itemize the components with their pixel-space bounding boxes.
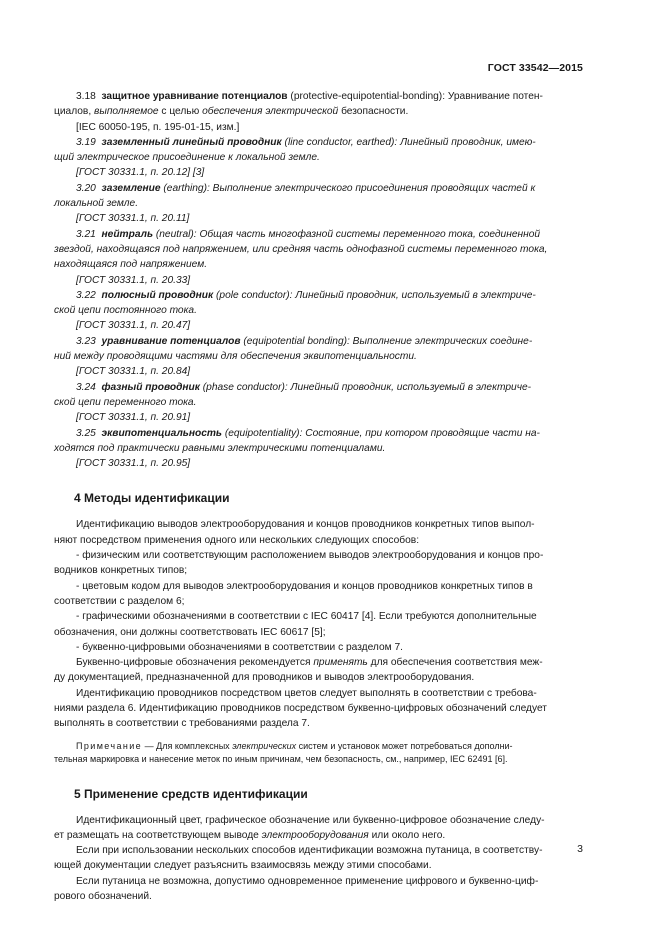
term-entry: 3.21 нейтраль (neutral): Общая часть многофазной системы переменного тока, соединенной звездой, находящаяся под напряжением, или средняя часть однофазной системы переменного тока, находящаяся под напряжением. [ГОСТ 30331.1, п. 20.33] bbox=[76, 227, 583, 288]
page-number: 3 bbox=[577, 843, 583, 855]
term-entry: 3.18 защитное уравнивание потенциалов (protective-equipotential-bonding): Уравнивание потен- циалов, выполняемое с целью обеспечения электрической безопасности. [IEC 60050-195, п. 195-01-15, изм.] bbox=[76, 89, 583, 135]
term-number: 3.24 bbox=[76, 381, 96, 393]
term-entry: 3.25 эквипотенциальность (equipotentiality): Состояние, при котором проводящие части на- ходятся под практически равными электрическими потенциалами. [ГОСТ 30331.1, п. 20.95] bbox=[76, 426, 583, 472]
section-4-heading: 4 Методы идентификации bbox=[74, 491, 230, 506]
term-reference: [ГОСТ 30331.1, п. 20.95] bbox=[76, 458, 191, 470]
term-number: 3.19 bbox=[76, 136, 96, 148]
term-name: заземленный линейный проводник bbox=[101, 136, 282, 148]
note-block: Примечание — Для комплексных электрических систем и установок может потребоваться дополни- тельная маркировка и нанесение меток по иным причинам, чем безопасность, см., например, IEC 62491 [6]. bbox=[54, 740, 513, 765]
term-name: нейтраль bbox=[101, 228, 153, 240]
section-5-heading: 5 Применение средств идентификации bbox=[74, 786, 308, 801]
term-entry: 3.22 полюсный проводник (pole conductor): Линейный проводник, используемый в электриче- ской цепи постоянного тока. [ГОСТ 30331.1, п. 20.47] bbox=[76, 288, 583, 334]
term-reference: [ГОСТ 30331.1, п. 20.47] bbox=[76, 320, 191, 332]
term-reference: [ГОСТ 30331.1, п. 20.33] bbox=[76, 274, 191, 286]
term-definition: (protective-equipotential-bonding): Уравнивание потен- bbox=[290, 91, 543, 102]
list-item: - физическим или соответствующим расположением выводов электрооборудования и концов про- bbox=[76, 550, 544, 562]
section-5-body: Идентификационный цвет, графическое обозначение или буквенно-цифровое обозначение следу- ет размещать на соответствующем выводе электрооборудования или около него. Если при использовании нескольких способов идентификации возможна путаница, в соответству- ющей документации следует разъяснить взаимосвязь между этими способами. Если путаница не возможна, допустимо одновременное применение цифрового и буквенно-циф- рового обозначений. bbox=[54, 814, 545, 903]
term-reference: [ГОСТ 30331.1, п. 20.11] bbox=[76, 213, 190, 225]
list-item: - цветовым кодом для выводов электрооборудования и концов проводников конкретных типов в bbox=[76, 580, 533, 592]
section-4-body: Идентификацию выводов электрооборудования и концов проводников конкретных типов выпол- няют посредством применения одного или нескольких следующих способов: - физическим или соответствующим расположением выводов электрооборудования и концов про- водников конкретных типов; - цветовым кодом для выводов электрооборудования и концов проводников конкретных типов в соответствии с разделом 6; - графическими обозначениями в соответствии с IEC 60417 [4]. Если требуются дополнительные обозначения, они должны соответствовать IEC 60617 [5]; - буквенно-цифровыми обозначениями в соответствии с разделом 7. Буквенно-цифровые обозначения рекомендуется применять для обеспечения соответствия меж- ду документацией, предназначенной для проводников и выводов электрооборудования. Идентификацию проводников посредством цветов следует выполнять в соответствии с требова- ниями раздела 6. Идентификацию проводников посредством буквенно-цифровых обозначений следует выполнять в соответствии с требованиями раздела 7. Примечание — Для комплексных электрических систем и установок может потребоваться дополни- тельная маркировка и нанесение меток по иным причинам, чем безопасность, см., например, IEC 62491 [6]. bbox=[76, 517, 583, 766]
term-entry: 3.23 уравнивание потенциалов (equipotential bonding): Выполнение электрических соедине- ний между проводящими частями для обеспечения эквипотенциальности. [ГОСТ 30331.1, п. 20.84] bbox=[76, 334, 583, 380]
standard-header: ГОСТ 33542—2015 bbox=[487, 62, 583, 74]
term-entry: 3.20 заземление (earthing): Выполнение электрического присоединения проводящих частей к локальной земле. [ГОСТ 30331.1, п. 20.11] bbox=[76, 181, 583, 227]
term-name: фазный проводник bbox=[101, 381, 200, 393]
list-item: - буквенно-цифровыми обозначениями в соответствии с разделом 7. bbox=[76, 641, 403, 653]
term-number: 3.21 bbox=[76, 228, 96, 240]
term-name: эквипотенциальность bbox=[101, 427, 222, 439]
term-name: полюсный проводник bbox=[101, 289, 214, 301]
term-number: 3.22 bbox=[76, 289, 96, 301]
term-number: 3.18 bbox=[76, 91, 96, 102]
term-name: заземление bbox=[101, 182, 161, 194]
term-entry: 3.19 заземленный линейный проводник (line conductor, earthed): Линейный проводник, имею- щий электрическое присоединение к локальной земле. [ГОСТ 30331.1, п. 20.12] [3] bbox=[76, 135, 583, 181]
term-number: 3.23 bbox=[76, 335, 96, 347]
term-reference: [ГОСТ 30331.1, п. 20.91] bbox=[76, 412, 191, 424]
term-name: защитное уравнивание потенциалов bbox=[101, 91, 288, 102]
term-reference: [ГОСТ 30331.1, п. 20.84] bbox=[76, 366, 191, 378]
term-reference: [ГОСТ 30331.1, п. 20.12] [3] bbox=[76, 167, 205, 179]
term-number: 3.25 bbox=[76, 427, 96, 439]
list-item: - графическими обозначениями в соответствии с IEC 60417 [4]. Если требуются дополнительные bbox=[76, 611, 537, 623]
term-name: уравнивание потенциалов bbox=[101, 335, 241, 347]
term-entry: 3.24 фазный проводник (phase conductor): Линейный проводник, используемый в электриче- ской цепи переменного тока. [ГОСТ 30331.1, п. 20.91] bbox=[76, 380, 583, 426]
term-number: 3.20 bbox=[76, 182, 96, 194]
document-body bbox=[54, 89, 583, 904]
note-label: Примечание bbox=[76, 740, 143, 751]
term-reference: [IEC 60050-195, п. 195-01-15, изм.] bbox=[76, 121, 240, 133]
